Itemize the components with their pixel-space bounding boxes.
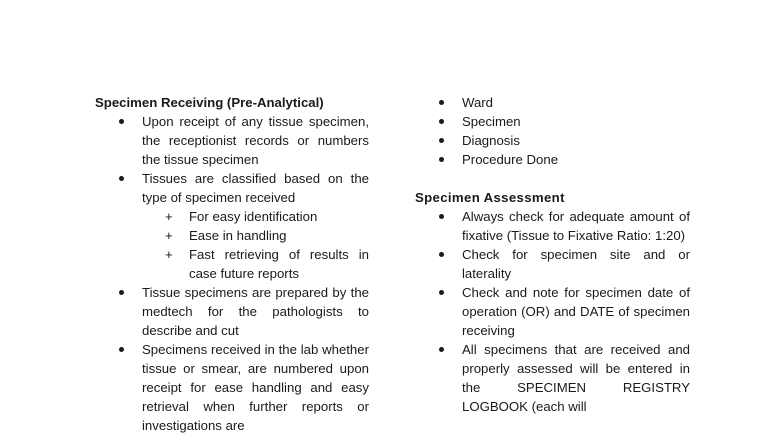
spacer <box>415 169 690 188</box>
list-item: Specimen <box>415 112 690 131</box>
sublist-item: + Ease in handling <box>142 226 369 245</box>
list-item: Procedure Done <box>415 150 690 169</box>
list-item: Specimens received in the lab whether tissue or smear, are numbered upon receipt for ease handling and easy retrieval when further reports or investigations are <box>95 340 369 435</box>
left-column <box>95 93 369 435</box>
list-item: Check and note for specimen date of operation (OR) and DATE of specimen receiving <box>415 283 690 340</box>
sublist-item: + For easy identification <box>142 207 369 226</box>
list-item: Tissue specimens are prepared by the medtech for the pathologists to describe and cut <box>95 283 369 340</box>
list-item: Ward <box>415 93 690 112</box>
list-item: Upon receipt of any tissue specimen, the receptionist records or numbers the tissue specimen <box>95 112 369 169</box>
section-heading-specimen-assessment: Specimen Assessment <box>415 190 565 205</box>
record-fields-list <box>415 93 690 169</box>
list-item: All specimens that are received and properly assessed will be entered in the SPECIMEN REGISTRY LOGBOOK (each will <box>415 340 690 416</box>
list-item: Tissues are classified based on the type of specimen received + For easy identification + Ease in handling + Fast retrieving of results in case future reports <box>95 169 369 283</box>
classification-sublist <box>142 207 369 283</box>
right-column <box>415 93 690 416</box>
specimen-assessment-list <box>415 207 690 416</box>
sublist-item: + Fast retrieving of results in case future reports <box>142 245 369 283</box>
list-item: Check for specimen site and or laterality <box>415 245 690 283</box>
list-item: Diagnosis <box>415 131 690 150</box>
specimen-receiving-list <box>95 112 369 435</box>
section-heading-specimen-receiving: Specimen Receiving (Pre-Analytical) <box>95 95 324 110</box>
list-item: Always check for adequate amount of fixative (Tissue to Fixative Ratio: 1:20) <box>415 207 690 245</box>
